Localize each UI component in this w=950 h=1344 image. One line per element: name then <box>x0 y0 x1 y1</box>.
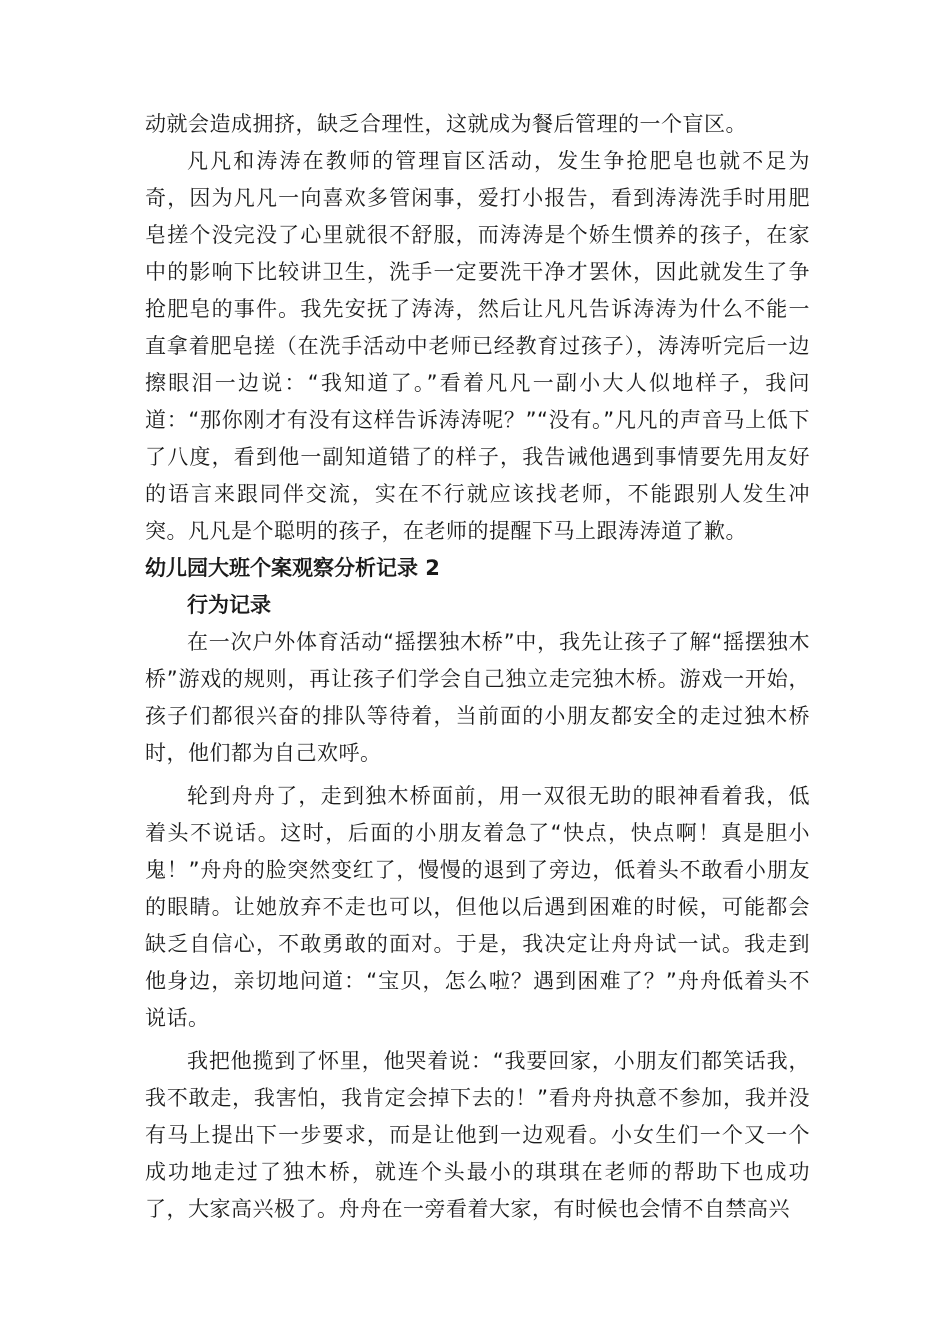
section-subheading: 行为记录 <box>187 593 271 617</box>
paragraph-soap-incident: 凡凡和涛涛在教师的管理盲区活动，发生争抢肥皂也就不足为奇，因为凡凡一向喜欢多管闲事，爱打小报告，看到涛涛洗手时用肥皂搓个没完没了心里就很不舒服，而涛涛是个娇生惯养的孩子，在家中的影响下比较讲卫生，洗手一定要洗干净才罢休，因此就发生了争抢肥皂的事件。我先安抚了涛涛，然后让凡凡告诉涛涛为什么不能一直拿着肥皂搓（在洗手活动中老师已经教育过孩子），涛涛听完后一边擦眼泪一边说：“我知道了。”看着凡凡一副小大人似地样子，我问道：“那你刚才有没有这样告诉涛涛呢？”“没有。”凡凡的声音马上低下了八度，看到他一副知道错了的样子，我告诫他遇到事情要先用友好的语言来跟同伴交流，实在不行就应该找老师，不能跟别人发生冲突。凡凡是个聪明的孩子，在老师的提醒下马上跟涛涛道了歉。 <box>145 149 810 543</box>
paragraph-continued: 动就会造成拥挤，缺乏合理性，这就成为餐后管理的一个盲区。 <box>145 112 747 136</box>
paragraph-activity-intro: 在一次户外体育活动“摇摆独木桥”中，我先让孩子了解“摇摆独木桥”游戏的规则，再让孩子们学会自己独立走完独木桥。游戏一开始，孩子们都很兴奋的排队等待着，当前面的小朋友都安全的走过独木桥时，他们都为自己欢呼。 <box>145 630 810 765</box>
section-heading: 幼儿园大班个案观察分析记录 2 <box>145 556 440 580</box>
paragraph-zhouzhou-comfort: 我把他揽到了怀里，他哭着说：“我要回家，小朋友们都笑话我，我不敢走，我害怕，我肯定会掉下去的！”看舟舟执意不参加，我并没有马上提出下一步要求，而是让他到一边观看。小女生们一个又一个成功地走过了独木桥，就连个头最小的琪琪在老师的帮助下也成功了，大家高兴极了。舟舟在一旁看着大家，有时候也会情不自禁高兴 <box>145 1049 810 1221</box>
paragraph-zhouzhou-turn: 轮到舟舟了，走到独木桥面前，用一双很无助的眼神看着我，低着头不说话。这时，后面的小朋友着急了“快点，快点啊！真是胆小鬼！”舟舟的脸突然变红了，慢慢的退到了旁边，低着头不敢看小朋友的眼睛。让她放弃不走也可以，但他以后遇到困难的时候，可能都会缺乏自信心，不敢勇敢的面对。于是，我决定让舟舟试一试。我走到他身边，亲切地问道：“宝贝，怎么啦？遇到困难了？”舟舟低着头不说话。 <box>145 784 810 1030</box>
document-page <box>145 106 810 1228</box>
